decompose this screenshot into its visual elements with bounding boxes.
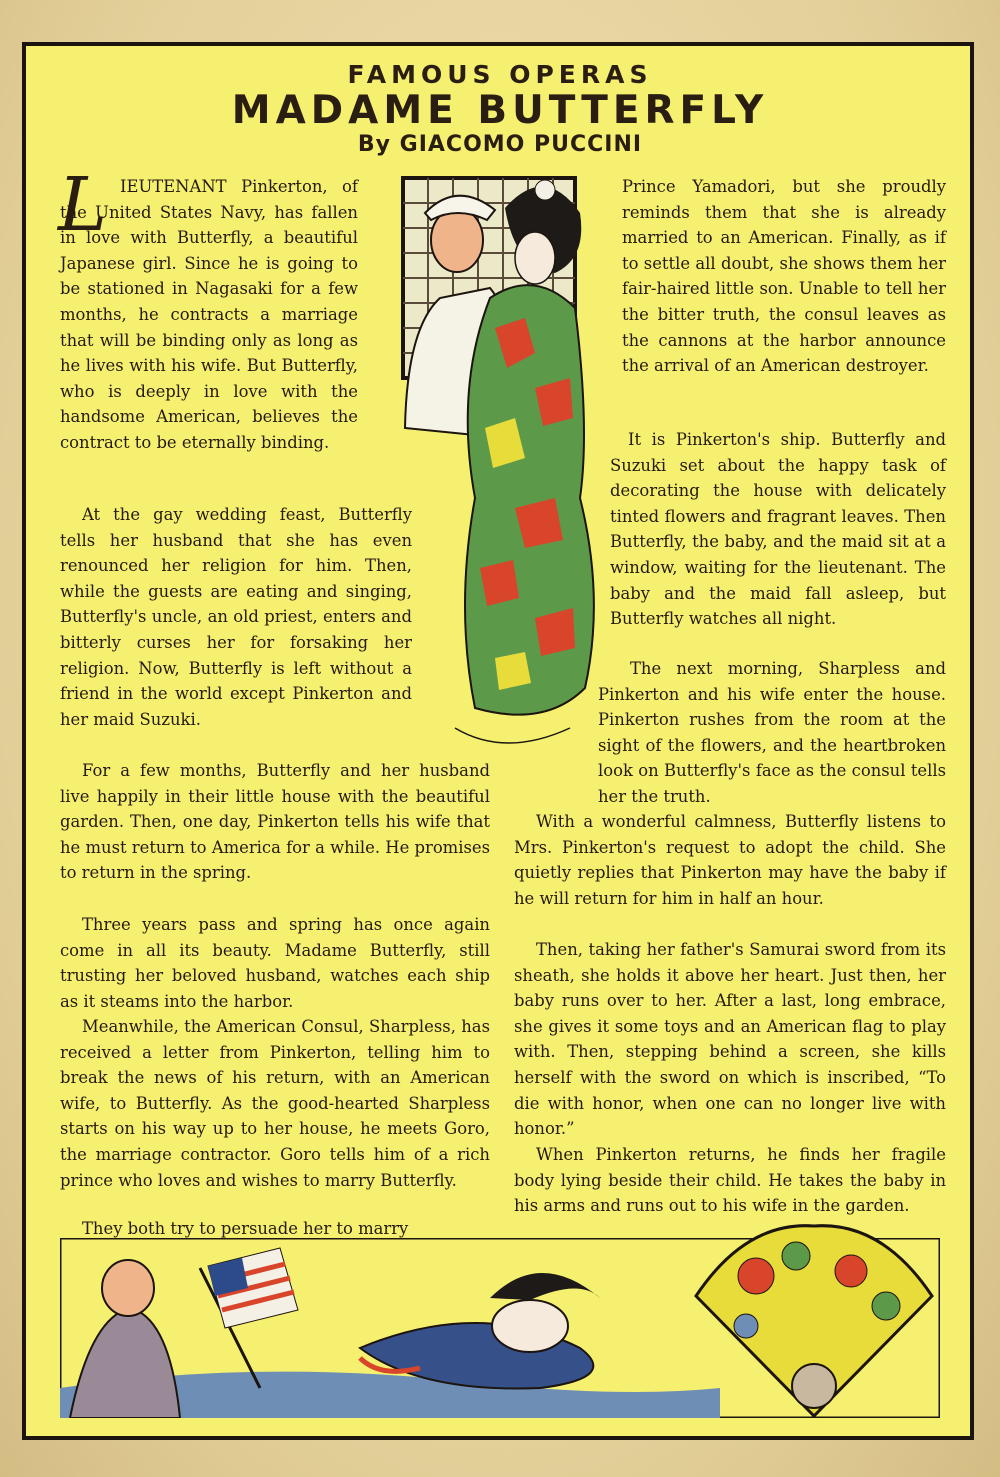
butterfly-face <box>515 232 555 284</box>
paragraph-4: Three years pass and spring has once again come in all its beauty. Madame Butterfly, still trusting her beloved husband, watches each ship as it steams into the harbor. <box>60 915 490 1011</box>
series-title: FAMOUS OPERAS <box>347 60 653 89</box>
paragraph-11: Then, taking her father's Samurai sword from its sheath, she holds it above her heart. Just then, her baby runs over to her. After a last, long embrace, she gives it some toys and an American flag to play with. Then, stepping behind a screen, she kills herself with the sword on which is inscribed, “To die with honor, when one can no longer live with honor.” <box>514 940 946 1139</box>
paragraph-8: It is Pinkerton's ship. Butterfly and Suzuki set about the happy task of decorating the house with delicately tinted flowers and fragrant leaves. Then Butterfly, the baby, and the maid sit at a window, waiting for the lieutenant. The baby and the maid fall asleep, but Butterfly watches all night. <box>610 430 946 629</box>
child-face <box>102 1260 154 1316</box>
paragraph-9: The next morning, Sharpless and Pinkerton and his wife enter the house. Pinkerton rushes from the room at the sight of the flowers, and the heartbroken look on Butterfly's face as the consul tells her the truth. <box>598 659 946 806</box>
composer-byline: By GIACOMO PUCCINI <box>357 132 643 157</box>
opera-title: MADAME BUTTERFLY <box>231 88 769 133</box>
fan-illustration <box>686 1216 942 1428</box>
paragraph-3: For a few months, Butterfly and her husband live happily in their little house with the beautiful garden. Then, one day, Pinkerton tells his wife that he must return to America for a while. He promises to return in the spring. <box>60 761 490 883</box>
pinkerton-butterfly-illustration <box>395 168 610 768</box>
paragraph-10: With a wonderful calmness, Butterfly listens to Mrs. Pinkerton's request to adopt the child. She quietly replies that Pinkerton may have the baby if he will return for him in half an hour. <box>514 812 946 908</box>
hair-flower <box>535 180 555 200</box>
butterfly-face-lying <box>492 1300 568 1352</box>
paragraph-12: When Pinkerton returns, he finds her fragile body lying beside their child. He takes the baby in his arms and runs out to his wife in the garden. <box>514 1145 946 1216</box>
fan-handle <box>792 1364 836 1408</box>
ground-line <box>455 728 570 743</box>
officer-face <box>431 208 483 272</box>
paragraph-7: Prince Yamadori, but she proudly reminds them that she is already married to an American. Finally, as if to settle all doubt, she shows them her fair-haired little son. Unable to tell her the bitter truth, the consul leaves as the cannons at the harbor announce the arrival of an American destroyer. <box>622 177 946 376</box>
paragraph-1: IEUTENANT Pinkerton, of the United States Navy, has fallen in love with Butterfly, a beautiful Japanese girl. Since he is going to be stationed in Nagasaki for a few months, he contracts a marriage that will be binding only as long as he lives with his wife. But Butterfly, who is deeply in love with the handsome American, believes the contract to be eternally binding. <box>60 177 358 452</box>
paragraph-2: At the gay wedding feast, Butterfly tells her husband that she has even renounced her religion for him. Then, while the guests are eating and singing, Butterfly's uncle, an old priest, enters and bitterly curses her for forsaking her religion. Now, Butterfly is left without a friend in the world except Pinkerton and her maid Suzuki. <box>60 505 412 729</box>
drop-cap: L <box>58 162 108 248</box>
paragraph-6: They both try to persuade her to marry <box>82 1219 409 1238</box>
paragraph-5: Meanwhile, the American Consul, Sharpless, has received a letter from Pinkerton, telling him to break the news of his return, with an American wife, to Butterfly. As the good-hearted Sharpless starts on his way up to her house, he meets Goro, the marriage contractor. Goro tells him of a rich prince who loves and wishes to marry Butterfly. <box>60 1017 490 1190</box>
